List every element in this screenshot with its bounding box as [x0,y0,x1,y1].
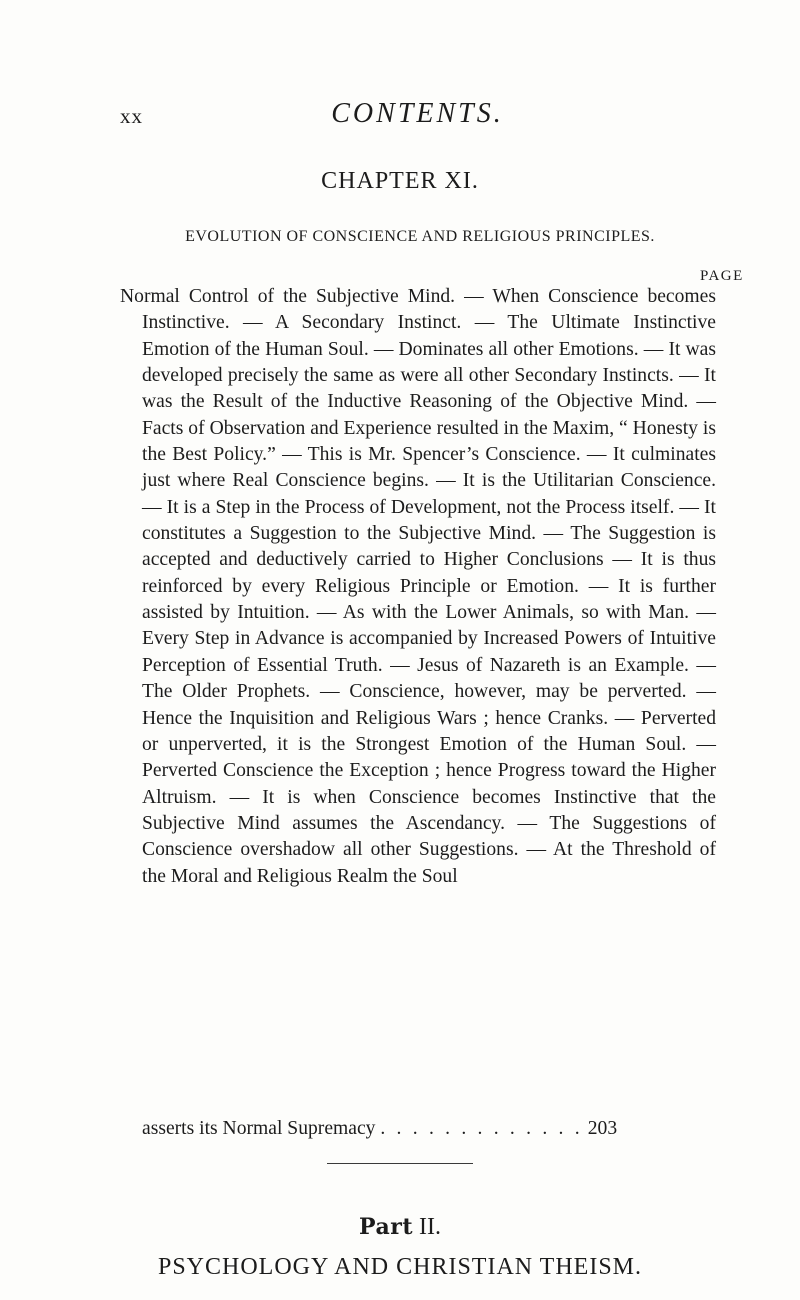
chapter-xi-subtitle: EVOLUTION OF CONSCIENCE AND RELIGIOUS PRINCIPLES. [185,228,655,245]
page-column-label: PAGE [700,268,744,284]
running-title: CONTENTS. [331,98,504,129]
leader-dots: . . . . . . . . . . . . . [380,1118,583,1139]
chapter-xi-synopsis [120,284,716,890]
part-number: II. [418,1214,441,1240]
chapter-xi-last-line-text: asserts its Normal Supremacy [142,1118,376,1139]
chapter-xi-heading: CHAPTER XI. [321,168,479,194]
divider-rule-upper [327,1163,473,1164]
chapter-xi-synopsis-text: Normal Control of the Subjective Mind. — When Conscience becomes Instinctive. — A Secondary Instinct. — The Ultimate Instinctive Emotion of the Human Soul. — Dominates all other Emotions. — It was developed precisely the same as were all other Secondary Instincts. — It was the Result of the Inductive Reasoning of the Objective Mind. — Facts of Observation and Experience resulted in the Maxim, “ Honesty is the Best Policy.” — This is Mr. Spencer’s Conscience. — It culminates just where Real Conscience begins. — It is the Utilitarian Conscience. — It is a Step in the Process of Development, not the Process itself. — It constitutes a Suggestion to the Subjective Mind. — The Suggestion is accepted and deductively carried to Higher Conclusions — It is thus reinforced by every Religious Principle or Emotion. — It is further assisted by Intuition. — As with the Lower Animals, so with Man. — Every Step in Advance is accompanied by Increased Powers of Intuitive Perception of Essential Truth. — Jesus of Nazareth is an Example. — The Older Prophets. — Conscience, however, may be perverted. — Hence the Inquisition and Religious Wars ; hence Cranks. — Perverted or unperverted, it is the Strongest Emotion of the Human Soul. — Perverted Conscience the Exception ; hence Progress toward the Higher Altruism. — It is when Conscience becomes Instinctive that the Subjective Mind assumes the Ascendancy. — The Suggestions of Conscience overshadow all other Suggestions. — At the Threshold of the Moral and Religious Realm the Soul [120,286,716,887]
part-word: Part [359,1214,413,1240]
part-ii-title: PSYCHOLOGY AND CHRISTIAN THEISM. [157,1254,643,1280]
chapter-xi-page-number: 203 [587,1118,618,1139]
running-head [120,98,715,134]
part-ii-heading [0,1214,800,1241]
page-folio: xx [120,104,143,128]
chapter-xi-last-line [142,1118,772,1140]
